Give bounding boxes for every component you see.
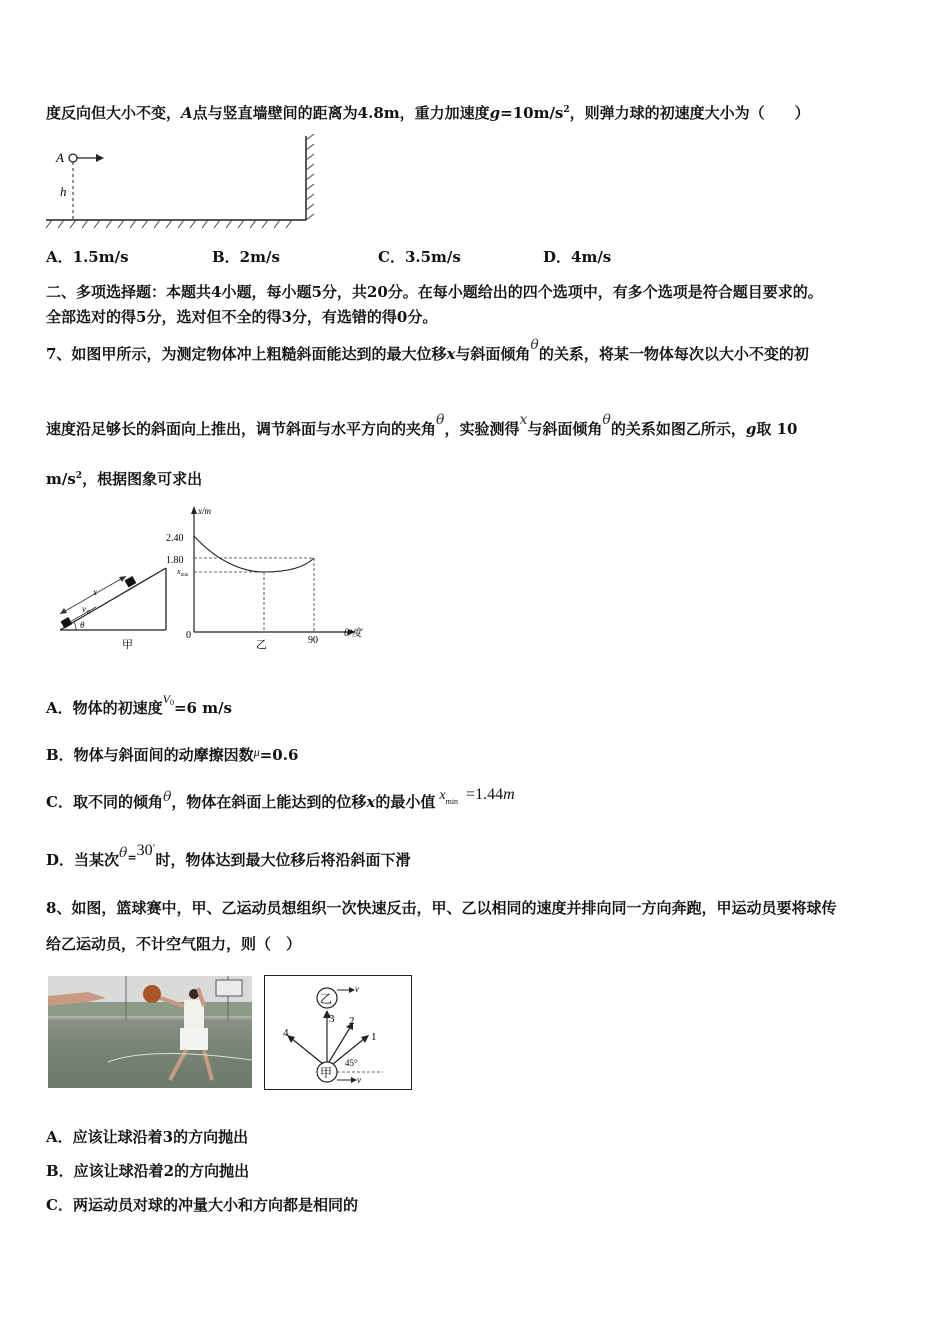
x-theta-graph — [166, 506, 364, 651]
slope-label-v: v — [82, 604, 86, 614]
q7-option-d[interactable]: D．当某次θ=30°时，物体达到最大位移后将沿斜面下滑 — [46, 842, 411, 869]
q8-line2: 给乙运动员，不计空气阻力，则（ ） — [46, 935, 302, 953]
q8-option-a[interactable]: A．应该让球沿着3的方向抛出 — [46, 1128, 249, 1146]
label-v-bottom: v — [357, 1075, 361, 1085]
q8-option-c[interactable]: C．两运动员对球的冲量大小和方向都是相同的 — [46, 1196, 358, 1214]
graph-y-tick-xmin: $x_{min}$ — [177, 567, 189, 578]
q6-option-a[interactable]: A．1.5m/s — [46, 248, 129, 266]
label-dir-4: 4 — [283, 1027, 289, 1039]
graph-origin: 0 — [186, 630, 191, 641]
graph-y-tick-240: 2.40 — [166, 533, 184, 544]
label-angle-45: 45° — [345, 1058, 358, 1068]
ball-A — [69, 154, 77, 162]
q7-option-c[interactable]: C．取不同的倾角θ，物体在斜面上能达到的位移x的最小值 $x^{min} =1.44m$ — [46, 786, 515, 811]
label-dir-3: 3 — [329, 1013, 335, 1025]
q6-figure — [44, 134, 324, 230]
q8-option-b[interactable]: B．应该让球沿着2的方向抛出 — [46, 1162, 250, 1180]
label-dir-1: 1 — [371, 1031, 377, 1043]
label-jia-player: 甲 — [320, 1066, 333, 1080]
label-h: h — [60, 184, 67, 199]
q6-option-b[interactable]: B．2m/s — [212, 248, 280, 266]
q6-text-line: 度反向但大小不变，A点与竖直墙壁间的距离为4.8m，重力加速度$g=10m/s^2$，则弹力球的初速度大小为（ ） — [46, 104, 810, 122]
slope-diagram — [60, 568, 166, 651]
graph-x-axis-label: θ/度 — [344, 628, 362, 639]
q7-line3: $m/s^2$，根据图象可求出 — [46, 470, 203, 488]
graph-curve — [194, 536, 314, 572]
basketball-photo — [48, 976, 252, 1088]
label-v-top: v — [355, 984, 359, 994]
slope-label-theta: θ — [80, 620, 85, 630]
q8-line1: 8、如图，篮球赛中，甲、乙运动员想组织一次快速反击，甲、乙以相同的速度并排向同一方向奔跑，甲运动员要将球传 — [46, 899, 837, 917]
graph-y-tick-180: 1.80 — [166, 555, 184, 566]
slope-label-v0: 0 — [87, 610, 90, 616]
q7-line2: 速度沿足够长的斜面向上推出，调节斜面与水平方向的夹角θ，实验测得x与斜面倾角θ的关系如图乙所示，g取 10 — [46, 412, 798, 438]
label-jia: 甲 — [122, 639, 133, 651]
slope-label-x: x — [93, 587, 97, 597]
label-yi-player: 乙 — [320, 992, 333, 1006]
label-dir-2: 2 — [349, 1015, 355, 1027]
label-yi: 乙 — [256, 639, 267, 651]
graph-y-axis-label: x/m — [198, 506, 211, 516]
q7-option-b[interactable]: B．物体与斜面间的动摩擦因数$^\mu$=0.6 — [46, 745, 299, 764]
q6-option-d[interactable]: D．4m/s — [543, 248, 612, 266]
q6-option-c[interactable]: C．3.5m/s — [378, 248, 461, 266]
section2-line2: 全部选对的得5分，选对但不全的得3分，有选错的得0分。 — [46, 308, 438, 326]
section2-line1: 二、多项选择题：本题共4小题，每小题5分，共20分。在每小题给出的四个选项中，有多个选项是符合题目要求的。 — [46, 283, 823, 301]
q7-line1: 7、如图甲所示，为测定物体冲上粗糙斜面能达到的最大位移x与斜面倾角θ的关系，将某一物体每次以大小不变的初 — [46, 337, 809, 363]
pass-direction-diagram — [264, 975, 412, 1090]
graph-x-tick-90: 90 — [308, 635, 318, 646]
label-A: A — [56, 150, 64, 165]
q7-option-a[interactable]: A．物体的初速度$^{V0}$=6 m/s — [46, 692, 233, 717]
q7-figure — [56, 502, 386, 656]
